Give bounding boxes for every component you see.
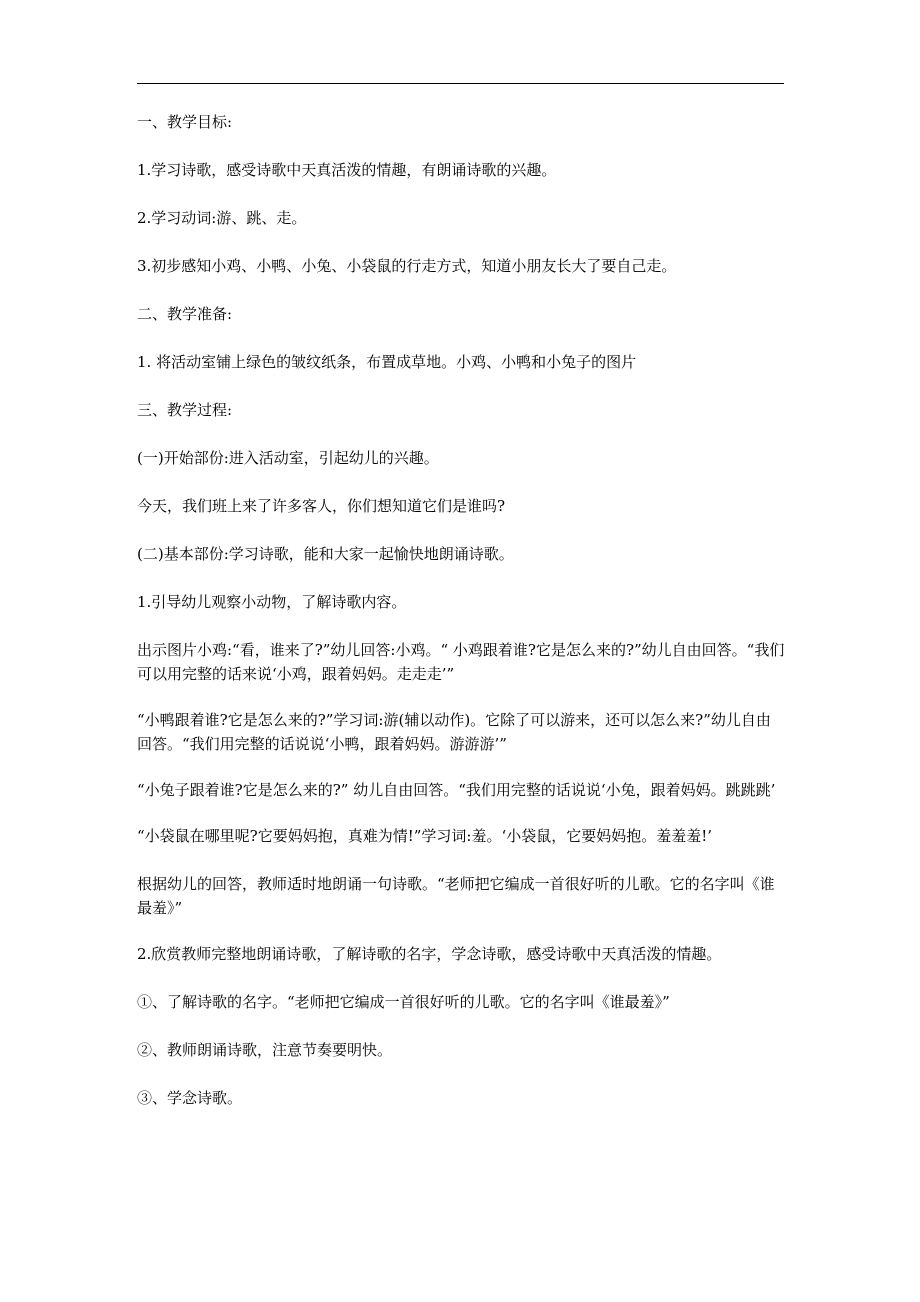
paragraph: ①、了解诗歌的名字。“老师把它编成一首很好听的儿歌。它的名字叫《谁最羞》”	[137, 993, 670, 1011]
header-rule	[137, 83, 784, 84]
paragraph: 1.学习诗歌，感受诗歌中天真活泼的情趣，有朗诵诗歌的兴趣。	[137, 161, 557, 179]
paragraph: 根据幼儿的回答，教师适时地朗诵一句诗歌。“老师把它编成一首很好听的儿歌。它的名字叫《谁最羞》”	[137, 875, 775, 917]
paragraph: 2.学习动词:游、跳、走。	[137, 209, 307, 227]
paragraph: (二)基本部份:学习诗歌，能和大家一起愉快地朗诵诗歌。	[137, 545, 514, 563]
document-body	[137, 110, 785, 1134]
paragraph: “小袋鼠在哪里呢?它要妈妈抱，真难为情!”学习词:羞。‘小袋鼠，它要妈妈抱。羞羞羞!’	[137, 827, 713, 845]
section-heading-preparation: 二、教学准备:	[137, 305, 233, 323]
paragraph: 今天，我们班上来了许多客人，你们想知道它们是谁吗?	[137, 497, 506, 515]
paragraph: 1. 将活动室铺上绿色的皱纹纸条，布置成草地。小鸡、小鸭和小兔子的图片	[137, 353, 637, 371]
paragraph: “小兔子跟着谁?它是怎么来的?” 幼儿自由回答。“我们用完整的话说说‘小兔，跟着妈妈。跳跳跳’	[137, 781, 776, 799]
paragraph: (一)开始部份:进入活动室，引起幼儿的兴趣。	[137, 449, 439, 467]
paragraph: 1.引导幼儿观察小动物，了解诗歌内容。	[137, 593, 407, 611]
section-heading-goals: 一、教学目标:	[137, 113, 233, 131]
paragraph: 2.欣赏教师完整地朗诵诗歌，了解诗歌的名字，学念诗歌，感受诗歌中天真活泼的情趣。	[137, 945, 722, 963]
section-heading-process: 三、教学过程:	[137, 401, 233, 419]
paragraph: 出示图片小鸡:“看，谁来了?”幼儿回答:小鸡。“ 小鸡跟着谁?它是怎么来的?”幼儿自由回答。“我们可以用完整的话来说‘小鸡，跟着妈妈。走走走’”	[137, 641, 785, 683]
paragraph: 3.初步感知小鸡、小鸭、小兔、小袋鼠的行走方式，知道小朋友长大了要自己走。	[137, 257, 677, 275]
paragraph: ②、教师朗诵诗歌，注意节奏要明快。	[137, 1041, 393, 1059]
paragraph: ③、学念诗歌。	[137, 1089, 243, 1107]
paragraph: “小鸭跟着谁?它是怎么来的?”学习词:游(辅以动作)。它除了可以游来，还可以怎么来?”幼儿自由回答。“我们用完整的话说说‘小鸭，跟着妈妈。游游游’”	[137, 711, 771, 753]
